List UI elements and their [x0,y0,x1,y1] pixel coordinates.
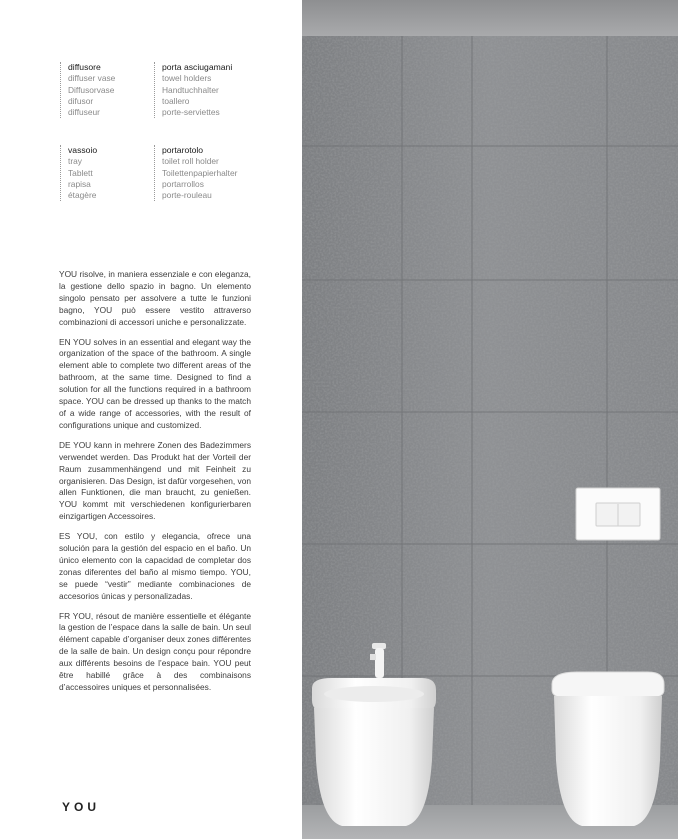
glossary-heading: vassoio [68,145,98,155]
paragraph-text: YOU risolve, in maniera essenziale e con eleganza, la gestione dello spazio in bagno. Un elemento singolo pensato per assolvere a tutte le funzioni bagno, YOU può essere vestito attraverso combinazioni di accessori uniche e personalizzate. [59,269,251,327]
language-code: FR [59,610,71,621]
glossary-translation: toilet roll holder [162,156,219,167]
glossary-translation: portarrollos [162,178,204,189]
glossary-translation: tray [68,156,82,167]
bathroom-photo [302,0,678,839]
paragraph-it [59,269,251,329]
glossary-translation: Handtuchhalter [162,84,219,95]
glossary-translation: Toilettenpapierhalter [162,167,238,178]
glossary-col [60,145,148,201]
language-code: ES [59,531,71,542]
paragraph-text: YOU kann in mehrere Zonen des Badezimmers verwendet werden. Das Produkt hat der Vorteil der Raum zusammenhängend und mit Feinheit zu organisieren. Das Design, ist dafür vorgesehen, von allen Funktionen, die man braucht, zu genießen. YOU kommt mit verschiedenen konfigurierbaren einzigartigen Accessoires. [59,439,252,522]
paragraph-text: YOU solves in an essential and elegant way the organization of the space of the bathroom. A single element able to complete two different areas of the bathroom, at the same time. Designed to find a solution for all the functions required in a bathroom space. YOU can be dressed up thanks to the match of a wide range of accessories, with the result of configurations unique and customized. [59,336,251,430]
description [59,269,251,702]
glossary-translation: towel holders [162,73,212,84]
paragraph-es [59,531,251,602]
glossary-translation: diffuser vase [68,73,116,84]
glossary-translation: rapisa [68,178,91,189]
glossary-col [154,62,282,118]
glossary-translation: toallero [162,95,190,106]
glossary-heading: portarotolo [162,145,204,155]
paragraph-de [59,440,251,523]
glossary-heading: diffusore [68,62,101,72]
flush-plate [576,488,660,540]
paragraph-fr [59,611,251,694]
glossary-col [154,145,282,201]
glossary-heading: porta asciugamani [162,62,233,72]
ceiling [302,0,678,36]
glossary-translation: Diffusorvase [68,84,115,95]
text-column [0,0,302,839]
paragraph-en [59,337,251,432]
brand-logo: YOU [62,800,101,814]
glossary-col [60,62,148,118]
language-code: DE [59,439,71,450]
paragraph-text: YOU, résout de manière essentielle et élégante la gestion de l’espace dans la salle de bain. Un seul élément capable d’organiser deux zones différentes de la salle de bain. Un design conçu pour répondre aux différents besoins de l’espace bain. YOU peut être habillé grâce à des combinaisons d’accessoires uniques et personnalisées. [59,610,251,692]
glossary-translation: Tablett [68,167,93,178]
language-code: EN [59,336,71,347]
glossary-translation: porte-rouleau [162,190,212,201]
glossary-translation: porte-serviettes [162,107,220,118]
glossary-translation: difusor [68,95,94,106]
toilet [552,672,664,826]
glossary-translation: étagère [68,190,97,201]
glossary-translation: diffuseur [68,107,100,118]
paragraph-text: YOU, con estilo y elegancia, ofrece una solución para la gestión del espacio en el baño. Un único elemento con la capacidad de completar dos zonas diferentes del baño al mismo tiempo. YOU, se puede “vestir” mediante combinaciones de accesorios únicas y personalizadas. [59,531,252,601]
